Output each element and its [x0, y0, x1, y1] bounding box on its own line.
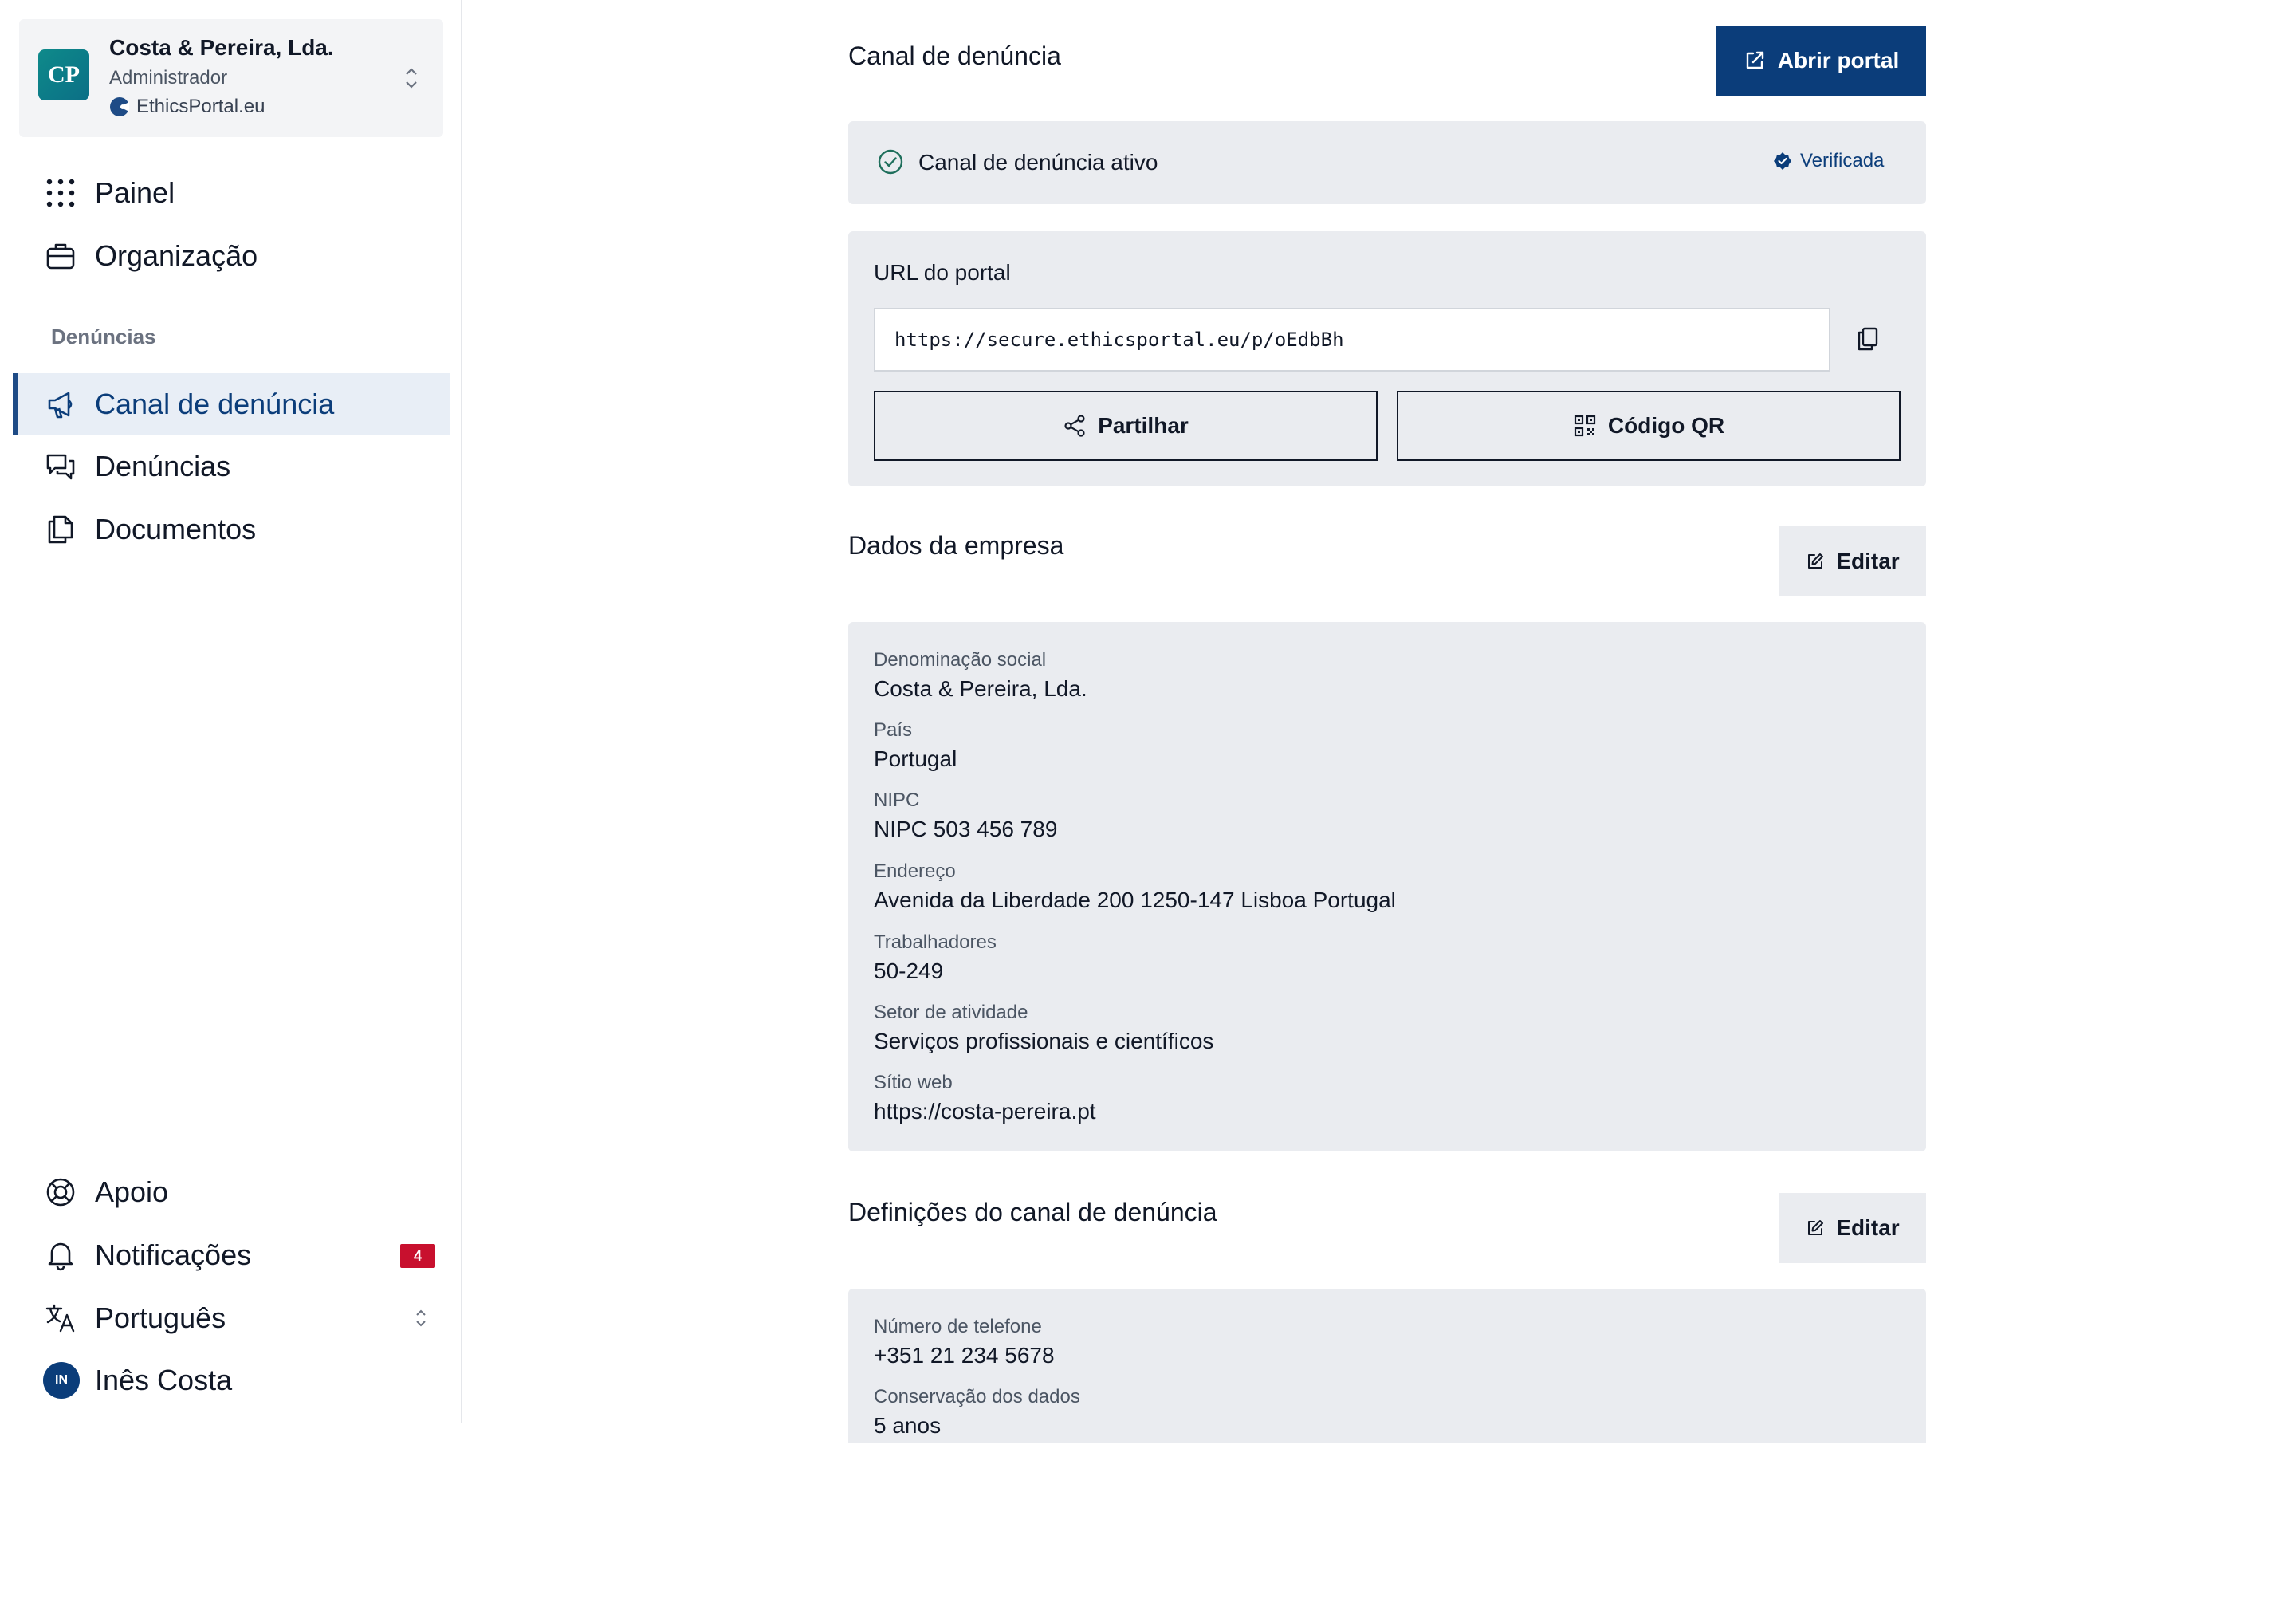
nav-item-label: Denúncias — [95, 450, 231, 482]
field-label: Setor de atividade — [874, 1002, 1028, 1023]
field-label: NIPC — [874, 789, 920, 811]
field-value: Avenida da Liberdade 200 1250-147 Lisboa Portugal — [874, 888, 1396, 912]
nav-item-documentos[interactable] — [13, 498, 450, 561]
field-value: NIPC 503 456 789 — [874, 817, 1058, 841]
field-label: Sítio web — [874, 1072, 953, 1093]
nav-item-painel[interactable] — [13, 162, 450, 224]
verified-badge-icon — [1773, 152, 1792, 171]
qr-code-button[interactable] — [1397, 391, 1901, 461]
company-section-title: Dados da empresa — [848, 531, 1064, 560]
external-link-icon — [1743, 49, 1767, 73]
company-details-panel — [848, 622, 1926, 1151]
grid-icon — [45, 177, 77, 209]
nav-item-label: Painel — [95, 176, 175, 209]
ethicsportal-logo-icon — [109, 96, 130, 117]
settings-section-title: Definições do canal de denúncia — [848, 1198, 1217, 1226]
share-button[interactable] — [874, 391, 1378, 461]
language-selector[interactable] — [13, 1287, 450, 1349]
verified-badge — [1773, 150, 1884, 172]
edit-label: Editar — [1836, 1215, 1900, 1240]
edit-company-button[interactable] — [1779, 526, 1926, 596]
chat-icon — [45, 451, 77, 482]
org-name: Costa & Pereira, Lda. — [109, 35, 334, 60]
chevron-up-down-icon — [402, 62, 421, 94]
nav-item-label: Português — [95, 1301, 226, 1334]
sidebar — [0, 0, 462, 1423]
org-switcher[interactable] — [19, 19, 443, 137]
edit-label: Editar — [1836, 549, 1900, 573]
open-portal-label: Abrir portal — [1777, 48, 1900, 73]
briefcase-icon — [45, 240, 77, 272]
qr-code-label: Código QR — [1607, 413, 1725, 438]
nav-item-canal-de-denuncia[interactable] — [13, 373, 450, 435]
org-role: Administrador — [109, 67, 228, 89]
nav-item-label: Notificações — [95, 1238, 252, 1271]
edit-settings-button[interactable] — [1779, 1193, 1926, 1263]
nav-item-denuncias[interactable] — [13, 435, 450, 498]
bell-icon — [45, 1239, 77, 1271]
portal-url-panel — [848, 231, 1926, 486]
field-value: 5 anos — [874, 1413, 942, 1438]
megaphone-icon — [45, 388, 77, 420]
portal-url-label: URL do portal — [874, 260, 1011, 285]
chevron-up-down-icon — [413, 1305, 429, 1332]
nav-item-organizacao[interactable] — [13, 225, 450, 287]
user-avatar: IN — [43, 1362, 80, 1399]
documents-icon — [45, 514, 77, 545]
notifications-count-badge: 4 — [400, 1244, 435, 1268]
check-circle-icon — [877, 148, 904, 175]
field-label: Número de telefone — [874, 1316, 1042, 1337]
nav-item-label: Documentos — [95, 513, 257, 545]
open-portal-button[interactable] — [1716, 26, 1926, 96]
org-avatar: CP — [38, 49, 89, 100]
translate-icon — [45, 1302, 77, 1334]
field-value: https://costa-pereira.pt — [874, 1099, 1096, 1124]
nav-item-label: Organização — [95, 239, 258, 272]
org-brand-label: EthicsPortal.eu — [136, 96, 265, 117]
share-label: Partilhar — [1098, 413, 1189, 438]
field-value: +351 21 234 5678 — [874, 1343, 1055, 1368]
lifebuoy-icon — [45, 1176, 77, 1208]
field-label: Conservação dos dados — [874, 1386, 1080, 1407]
edit-icon — [1806, 1218, 1825, 1238]
user-menu[interactable] — [13, 1349, 450, 1411]
field-value: Serviços profissionais e científicos — [874, 1029, 1214, 1053]
channel-status-panel — [848, 121, 1926, 204]
user-name: Inês Costa — [95, 1364, 233, 1396]
nav-item-label: Apoio — [95, 1175, 169, 1208]
field-label: Endereço — [874, 860, 956, 882]
copy-icon[interactable] — [1854, 325, 1881, 352]
edit-icon — [1806, 552, 1825, 571]
settings-details-panel — [848, 1289, 1926, 1443]
nav-item-apoio[interactable] — [13, 1161, 450, 1223]
field-value: 50-249 — [874, 959, 944, 983]
channel-section-title: Canal de denúncia — [848, 41, 1061, 70]
nav-section-label: Denúncias — [51, 325, 156, 348]
field-label: Denominação social — [874, 649, 1047, 671]
field-value: Costa & Pereira, Lda. — [874, 676, 1087, 701]
portal-url-field[interactable]: https://secure.ethicsportal.eu/p/oEdbBh — [874, 308, 1830, 372]
org-brand — [109, 96, 265, 118]
nav-item-label: Canal de denúncia — [95, 388, 335, 420]
field-value: Portugal — [874, 746, 957, 771]
qr-code-icon — [1573, 414, 1597, 438]
channel-status-text: Canal de denúncia ativo — [918, 150, 1158, 175]
verified-label: Verificada — [1800, 150, 1885, 171]
share-icon — [1063, 414, 1087, 438]
nav-item-notificacoes[interactable] — [13, 1224, 450, 1286]
field-label: Trabalhadores — [874, 931, 997, 953]
field-label: País — [874, 719, 913, 741]
